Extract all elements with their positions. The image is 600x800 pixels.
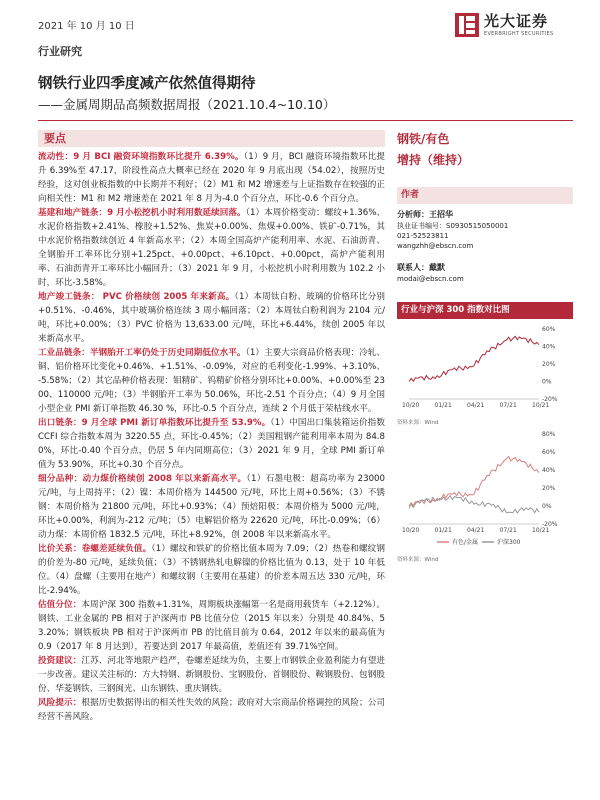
- y-tick-label: 40%: [542, 467, 556, 474]
- analyst1-cert: 执业证书编号：S0930515050001: [397, 222, 509, 230]
- y-tick-label: 0%: [542, 378, 552, 386]
- paragraph-text: 本周沪深 300 指数+1.31%，周期板块涨幅第一名是商用载货车（+2.12%）。钢铁、工业金属的 PB 相对于沪深两市 PB 比值分位（2015 年以来）分别是 40.84%、53.20%；钢铁板块 PB 相对于沪深两市 PB 的比值目前为 0.64，2012 年以来的最高值为 0.9（2017 年 8 月达到），若要达到 2017 年最高值，差值还有 39.71%空间。: [38, 600, 385, 652]
- analyst2-name: 联系人：戴默: [397, 263, 445, 272]
- x-tick-label: 10/20: [402, 402, 420, 409]
- summary-paragraph: [38, 472, 385, 542]
- chart2-source: 资料来源：Wind: [397, 557, 439, 563]
- logo-icon: [455, 13, 479, 37]
- report-title: 钢铁行业四季度减产依然值得期待: [38, 76, 256, 92]
- y-tick-label: 40%: [542, 343, 556, 351]
- report-date: 2021 年 10 月 10 日: [38, 21, 135, 32]
- y-tick-label: -20%: [542, 396, 558, 403]
- author-heading: 作者: [397, 187, 573, 204]
- x-tick-label: 10/21: [532, 402, 550, 409]
- sidebar: [397, 130, 573, 563]
- logo-cn-text: 光大证券: [484, 11, 549, 30]
- company-logo: [455, 8, 575, 42]
- summary-section: [38, 130, 385, 724]
- x-tick-label: 07/21: [499, 402, 517, 409]
- paragraph-highlight: 风险提示：: [38, 698, 82, 708]
- analyst1-email[interactable]: wangzhh@ebscn.com: [397, 242, 474, 250]
- x-tick-label: 01/21: [434, 402, 452, 409]
- y-tick-label: 0%: [542, 503, 552, 510]
- paragraph-text: 根据历史数据得出的相关性失效的风险；政府对大宗商品价格调控的风险；公司经营不善风险。: [38, 698, 385, 722]
- legend-label: 沪深300: [497, 539, 521, 546]
- x-tick-label: 04/21: [467, 402, 485, 409]
- paragraph-highlight: 地产竣工链条： PVC 价格续创 2005 年来新高。: [38, 292, 235, 302]
- x-tick-label: 04/21: [467, 527, 485, 534]
- summary-paragraph: [38, 290, 385, 346]
- y-tick-label: 60%: [542, 449, 556, 456]
- paragraph-highlight: 工业品链条：半钢胎开工率仍处于历史同期低位水平。: [38, 348, 246, 358]
- paragraph-highlight: 投资建议：: [38, 656, 82, 666]
- series-line-1: [409, 496, 539, 513]
- x-tick-label: 01/21: [434, 527, 452, 534]
- paragraph-text: （1）9 月，BCI 融资环境指数环比提升 6.39%至 47.17，阶段性高点大概率已经在 2020 年 9 月底出现（54.02），按照历史经验，这对创业板指数的中长期并不利好；（2）M1 和 M2 增速差与上证指数存在较强的正向相关性：M1 和 M2 增速差在 2021 年 8 月为-4.0 个百分点，环比-0.6 个百分点。: [38, 152, 385, 204]
- paragraph-highlight: 估值分位：: [38, 600, 82, 610]
- summary-heading: 要点: [38, 130, 385, 147]
- paragraph-text: （1）中国出口集装箱运价指数 CCFI 综合指数本周为 3220.55 点，环比-0.45%；（2）美国粗钢产能利用率本周为 84.80%，环比-0.40 个百分点，仍居 5 年内同期高位；（3）2021 年 9 月，全球 PMI 新订单值为 53.90%，环比+0.30 个百分点。: [38, 418, 385, 470]
- y-tick-label: 20%: [542, 485, 556, 492]
- analyst2-email[interactable]: modai@ebscn.com: [397, 275, 464, 283]
- paragraph-text: （1）螺纹和铁矿的价格比值本周为 7.09；（2）热卷和螺纹钢的价差为-80 元/吨，延续负值；（3）不锈钢热轧电解镍的价格比值为 0.13，处于 10 年低位。（4）盘螺（主要用在地产）和螺纹钢（主要用在基建）的价差本周五达 330 元/吨，环比-2.94%。: [38, 544, 385, 596]
- series-line-0: [409, 336, 539, 381]
- paragraph-text: （1）本周价格变动：螺纹+1.36%、水泥价格指数+2.41%、橡胶+1.52%、焦炭+0.00%、焦煤+0.00%、铁矿-0.71%，其中水泥价格指数续创近 4 年新高水平；（2）本周全国高炉产能利用率、水泥、石油沥青、全钢胎开工率环比分别+1.25pct、+0.00pct、+6.10pct、+0.00pct，高炉产能利用率、石油沥青开工率环比小幅回升；（3）2021 年 9 月，小松挖机小时利用数为 102.2 小时，环比-3.58%。: [38, 208, 385, 288]
- x-tick-label: 10/20: [402, 527, 420, 534]
- x-tick-label: 07/21: [499, 527, 517, 534]
- paragraph-text: （1）本周钛白粉、玻璃的价格环比分别+0.51%、-0.46%，其中玻璃价格连续 3 周小幅回落；（2）本周钛白粉利润为 2104 元/吨，环比+0.00%；（3）PVC 价格为 13,633.00 元/吨，环比+6.44%，续创 2005 年以来新高水平。: [38, 292, 385, 344]
- legend-label: 有色/金属: [452, 539, 479, 546]
- x-tick-label: 10/21: [532, 527, 550, 534]
- summary-paragraph: [38, 654, 385, 696]
- summary-paragraph: [38, 696, 385, 724]
- logo-en-text: EVERBRIGHT SECURITIES: [484, 30, 554, 37]
- report-category: 行业研究: [38, 45, 82, 58]
- summary-paragraph: [38, 598, 385, 654]
- y-tick-label: 80%: [542, 431, 556, 438]
- paragraph-text: （1）主要大宗商品价格表现：冷轧、铜、铝价格环比变化+0.46%、+1.51%、-0.09%，对应的毛利变化-1.99%、+3.10%、-5.58%；（2）其它品种价格表现：钼精矿、钨精矿价格分别环比+0.00%、+0.00%至 2300、110000 元/吨；（3）半钢胎开工率为 50.06%，环比-2.51 个百分点；（4）9 月全国小型企业 PMI 新订单指数 46.30 %，环比-0.5 个百分点，连续 2 个月低于荣枯线水平。: [38, 348, 385, 414]
- chart1-source: 资料来源：Wind: [397, 420, 439, 426]
- summary-paragraph: [38, 542, 385, 598]
- y-tick-label: -20%: [542, 521, 558, 528]
- summary-paragraph: [38, 150, 385, 206]
- series-line-0: [409, 457, 539, 507]
- paragraph-text: 江苏、河北等地限产趋严，卷螺差延续为负，主要上市钢铁企业盈利能力有望进一步改善。建议关注标的：方大特钢、新钢股份、宝钢股份、首钢股份、鞍钢股份、包钢股份、华菱钢铁、三钢闽光、山东钢铁、重庆钢铁。: [38, 656, 385, 694]
- rating-label: 增持（维持）: [397, 153, 470, 167]
- summary-paragraph: [38, 416, 385, 472]
- metals-index-chart: [397, 426, 573, 551]
- summary-paragraph: [38, 346, 385, 416]
- y-tick-label: 20%: [542, 361, 556, 368]
- steel-index-chart: [397, 319, 573, 414]
- sector-label: 钢铁/有色: [397, 132, 450, 146]
- title-divider: [38, 120, 573, 121]
- chart-heading: 行业与沪深 300 指数对比图: [397, 302, 573, 319]
- paragraph-highlight: 比价关系：卷螺差延续负值。: [38, 544, 152, 554]
- report-subtitle: ——金属周期品高频数据周报（2021.10.4~10.10）: [38, 97, 336, 112]
- analyst1-name: 分析师：王招华: [397, 210, 453, 219]
- paragraph-highlight: 流动性：9 月 BCI 融资环境指数环比提升 6.39%。: [38, 152, 244, 162]
- paragraph-text: （1）石墨电极：超高功率为 23000 元/吨，与上周持平；（2）镍：本周价格为 144500 元/吨，环比上周+0.56%；（3）不锈钢：本周价格为 21800 元/吨，环比+0.93%；（4）预焙阳极：本周价格为 5000 元/吨，环比+0.00%，利润为-212 元/吨；（5）电解铝价格为 22620 元/吨，环比-0.09%；（6）动力煤：本周价格 1832.5 元/吨，环比+8.92%，创 2008 年以来新高水平。: [38, 474, 385, 540]
- analyst1-phone: 021-52523811: [397, 232, 449, 240]
- y-tick-label: 60%: [542, 326, 556, 333]
- paragraph-highlight: 出口链条：9 月全球 PMI 新订单指数环比提升至 53.9%。: [38, 418, 271, 428]
- paragraph-highlight: 基建和地产链条：9 月小松挖机小时利用数延续回落。: [38, 208, 246, 218]
- paragraph-highlight: 细分品种：动力煤价格续创 2008 年以来新高水平。: [38, 474, 247, 484]
- summary-paragraph: [38, 206, 385, 290]
